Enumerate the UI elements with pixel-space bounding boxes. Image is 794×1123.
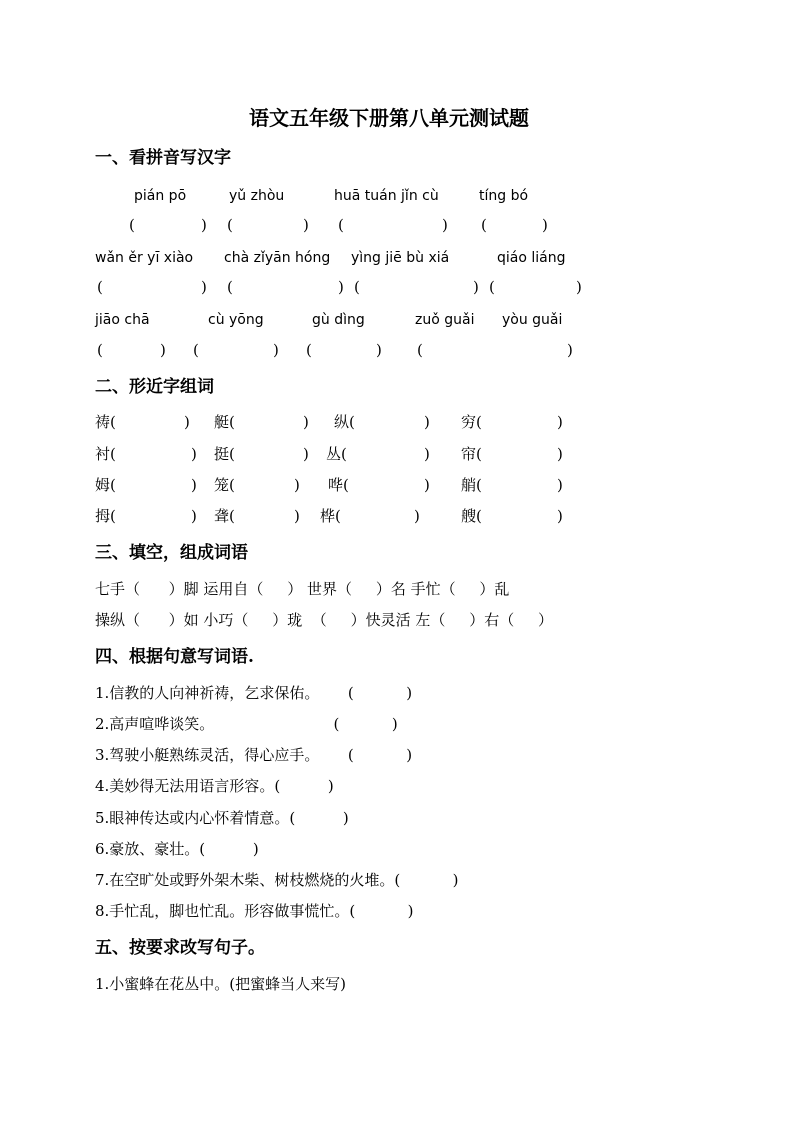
bracket-close: ) <box>414 507 420 525</box>
bracket-close: ) <box>303 413 309 431</box>
bracket-close: ) <box>191 476 197 494</box>
fill-line-2: 操纵（ ）如 小巧（ ）珑 （ ）快灵活 左（ ）右（ ） <box>95 611 554 629</box>
definition-item: 2.高声喧哗谈笑。 ( )﻿ <box>95 715 398 733</box>
bracket-close: ) <box>294 476 300 494</box>
char-item: 笼( <box>214 476 235 494</box>
definition-item: 5.眼神传达或内心怀着情意。( ) <box>95 809 349 827</box>
bracket-open: ( <box>129 216 135 234</box>
char-item: 祷( <box>95 413 116 431</box>
char-item: 衬( <box>95 445 116 463</box>
definition-item: 4.美妙得无法用语言形容。( ) <box>95 777 334 795</box>
bracket-close: ) <box>424 413 430 431</box>
section-3-heading: 三、填空，组成词语 <box>95 543 248 563</box>
char-item: 挺( <box>214 445 235 463</box>
char-item: 纵( <box>334 413 355 431</box>
bracket-open: ( <box>417 341 423 359</box>
bracket-close: ) <box>160 341 166 359</box>
bracket-close: ) <box>557 413 563 431</box>
bracket-close: ) <box>567 341 573 359</box>
section-1-heading: 一、看拼音写汉字 <box>95 148 231 168</box>
bracket-open: ( <box>193 341 199 359</box>
char-item: 姆( <box>95 476 116 494</box>
pinyin-you-guai: yòu guǎi <box>502 312 563 328</box>
rewrite-item: 1.小蜜蜂在花丛中。(把蜜蜂当人来写) <box>95 975 347 993</box>
pinyin-ting-bo: tíng bó <box>479 188 529 204</box>
bracket-open: ( <box>489 278 495 296</box>
char-item: 艄( <box>461 476 482 494</box>
pinyin-hua-tuan-jin-cu: huā tuán jǐn cù <box>334 188 439 204</box>
bracket-open: ( <box>354 278 360 296</box>
pinyin-zuo-guai: zuǒ guǎi <box>415 312 475 328</box>
pinyin-pian-po: pián pō <box>134 188 187 204</box>
bracket-close: ) <box>376 341 382 359</box>
fill-line-1: 七手（ ）脚 运用自（ ） 世界（ ）名 手忙（ ）乱 <box>95 580 510 598</box>
pinyin-qiao-liang: qiáo liáng <box>497 250 566 266</box>
bracket-open: ( <box>227 216 233 234</box>
pinyin-jiao-cha: jiāo chā <box>95 312 150 328</box>
definition-item: 8.手忙乱，脚也忙乱。形容做事慌忙。( )﻿ <box>95 902 414 920</box>
pinyin-yu-zhou: yǔ zhòu <box>229 188 285 204</box>
bracket-open: ( <box>306 341 312 359</box>
bracket-close: ) <box>424 445 430 463</box>
char-item: 哗( <box>328 476 349 494</box>
bracket-close: ) <box>294 507 300 525</box>
pinyin-cha-zi-yan-hong: chà zǐyān hóng <box>224 250 331 266</box>
char-item: 桦( <box>320 507 341 525</box>
section-5-heading: 五、按要求改写句子。 <box>95 938 265 958</box>
bracket-close: ) <box>557 445 563 463</box>
bracket-open: ( <box>97 341 103 359</box>
bracket-open: ( <box>481 216 487 234</box>
pinyin-cu-yong: cù yōng <box>208 312 264 328</box>
bracket-close: ) <box>303 445 309 463</box>
char-item: 拇( <box>95 507 116 525</box>
char-item: 丛( <box>326 445 347 463</box>
bracket-close: ) <box>191 507 197 525</box>
bracket-close: ) <box>303 216 309 234</box>
section-4-heading: 四、根据句意写词语. <box>95 647 254 667</box>
char-item: 聋( <box>214 507 235 525</box>
char-item: 艘( <box>461 507 482 525</box>
pinyin-ying-jie-bu-xia: yìng jiē bù xiá <box>351 250 450 266</box>
bracket-close: ) <box>184 413 190 431</box>
definition-item: 7.在空旷处或野外架木柴、树枝燃烧的火堆。( ) <box>95 871 459 889</box>
section-2-heading: 二、形近字组词﻿ <box>95 377 214 397</box>
page-title: 语文五年级下册第八单元测试题 <box>249 106 529 130</box>
definition-item: 6.豪放、豪壮。( ) <box>95 840 259 858</box>
bracket-open: ( <box>227 278 233 296</box>
definition-item: 3.驾驶小艇熟练灵活，得心应手。 ( )﻿ <box>95 746 413 764</box>
bracket-open: ( <box>97 278 103 296</box>
bracket-close: ) <box>201 278 207 296</box>
pinyin-gu-ding: gù dìng <box>312 312 365 328</box>
char-item: 穷( <box>461 413 482 431</box>
bracket-close: ) <box>557 476 563 494</box>
char-item: 艇( <box>214 413 235 431</box>
bracket-close: ) <box>557 507 563 525</box>
bracket-close: ) <box>473 278 479 296</box>
bracket-close: ) <box>338 278 344 296</box>
definition-item: 1.信教的人向神祈祷，乞求保佑。 ( )﻿ <box>95 684 413 702</box>
bracket-close: ) <box>424 476 430 494</box>
bracket-close: ) <box>442 216 448 234</box>
bracket-open: ( <box>338 216 344 234</box>
char-item: 帘( <box>461 445 482 463</box>
bracket-close: ) <box>542 216 548 234</box>
bracket-close: ) <box>191 445 197 463</box>
bracket-close: ) <box>273 341 279 359</box>
bracket-close: ) <box>576 278 582 296</box>
pinyin-wan-er-yi-xiao: wǎn ěr yī xiào <box>95 250 194 266</box>
bracket-close: ) <box>201 216 207 234</box>
